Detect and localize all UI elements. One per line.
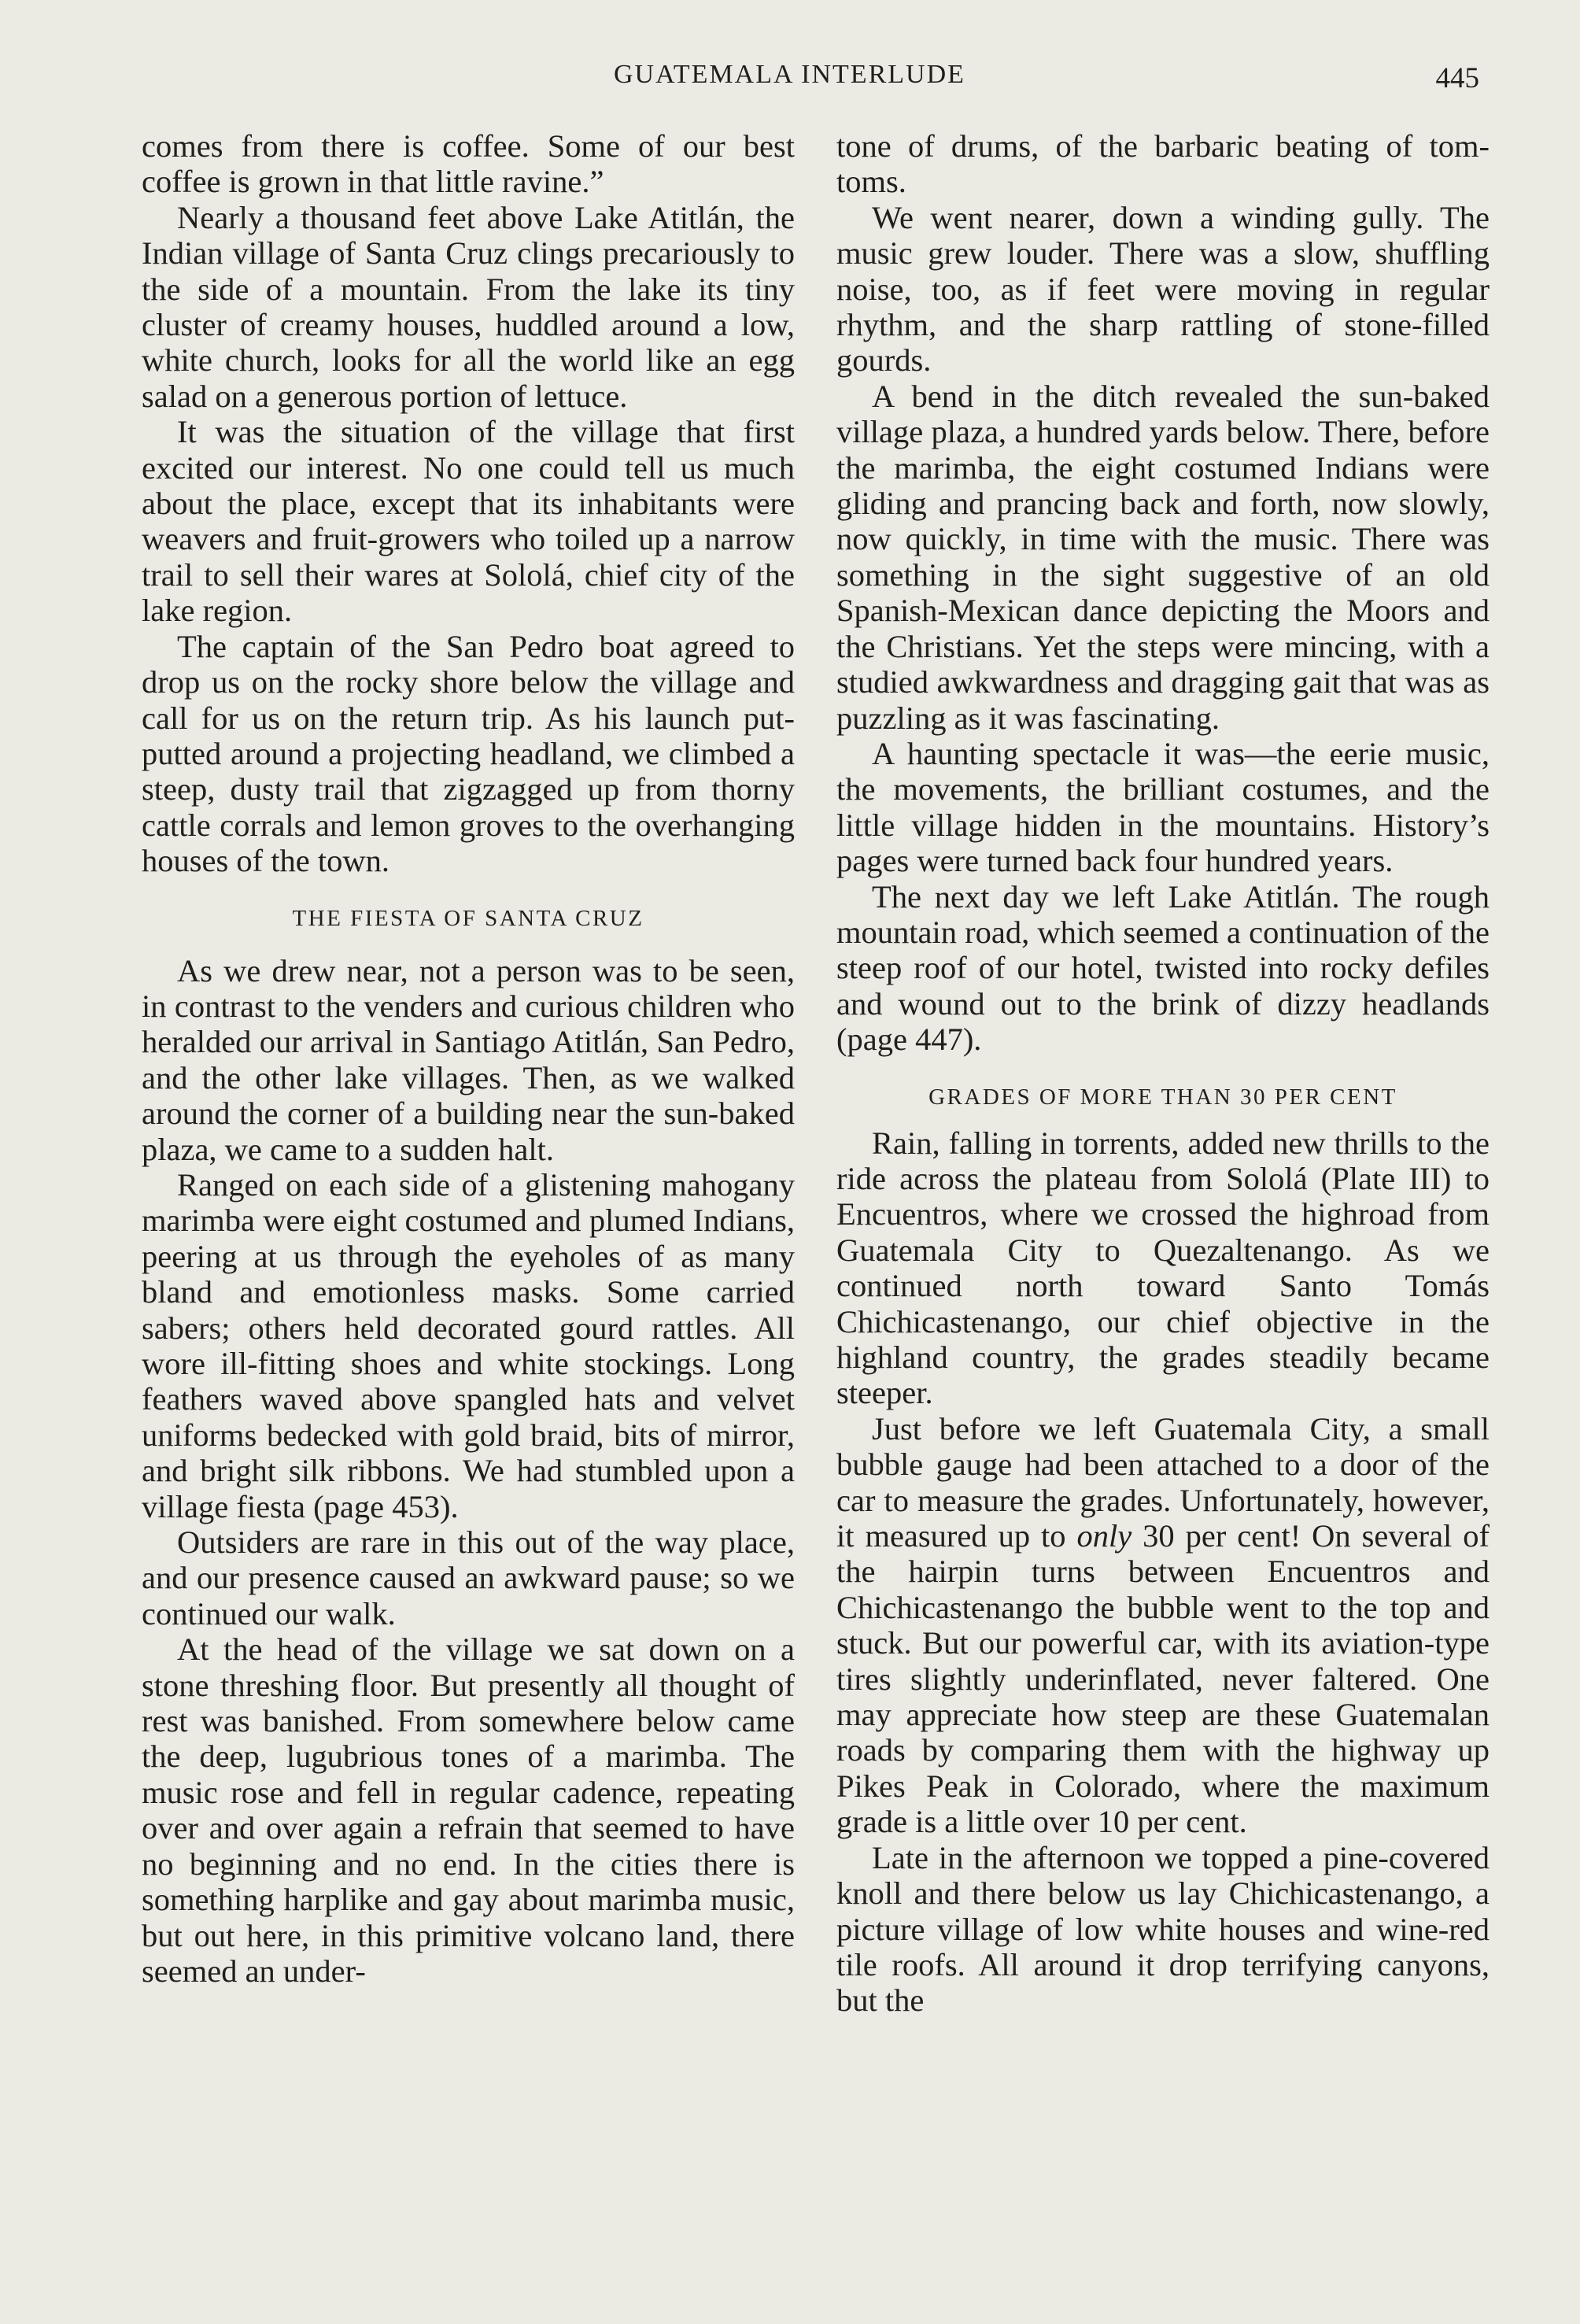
running-title: GUATEMALA INTERLUDE: [614, 60, 965, 89]
paragraph: At the head of the village we sat down on a stone threshing floor. But presently all thought of rest was banished. From somewhere below came the deep, lugubrious tones of a marimba. The music rose and fell in regular cadence, repeating over and over again a refrain that seemed to have no beginning and no end. In the cities there is something harplike and gay about marimba music, but out here, in this primitive volcano land, there seemed an under-: [142, 1631, 795, 1989]
paragraph: As we drew near, not a person was to be seen, in contrast to the venders and curious children who heralded our arrival in Santiago Atitlán, San Pedro, and the other lake villages. Then, as we walked around the corner of a building near the sun-baked plaza, we came to a sudden halt.: [142, 952, 795, 1167]
page-header: [142, 60, 1479, 98]
paragraph-text: Just before we left Guatemala City, a small bubble gauge had been attached to a door of the car to measure the grades. Unfortunately, however, it measured up to: [836, 1410, 1490, 1554]
left-column: [142, 128, 795, 1989]
paragraph-text: 30 per cent! On several of the hairpin turns between Encuentros and Chichicastenango the bubble went to the top and stuck. But our powerful car, with its aviation-type tires slightly underinflated, never faltered. One may appreciate how steep are these Guatemalan roads by comparing them with the highway up Pikes Peak in Colorado, where the maximum grade is a little over 10 per cent.: [836, 1518, 1490, 1840]
paragraph: A bend in the ditch revealed the sun-baked village plaza, a hundred yards below. There, before the marimba, the eight costumed Indians were gliding and prancing back and forth, now slowly, now quickly, in time with the music. There was something in the sight suggestive of an old Spanish-Mexican dance depicting the Moors and the Christians. Yet the steps were mincing, with a studied awkwardness and dragging gait that was as puzzling as it was fascinating.: [836, 378, 1490, 736]
page-number: 445: [1435, 62, 1479, 94]
paragraph: [836, 1411, 1490, 1840]
paragraph: Rain, falling in torrents, added new thrills to the ride across the plateau from Sololá (Plate III) to Encuentros, where we crossed the highroad from Guatemala City to Quezaltenango. As we continued north toward Santo Tomás Chichicastenango, our chief objective in the highland country, the grades steadily became steeper.: [836, 1125, 1490, 1411]
paragraph: tone of drums, of the barbaric beating of tom-toms.: [836, 128, 1490, 200]
paragraph: Ranged on each side of a glistening mahogany marimba were eight costumed and plumed Indians, peering at us through the eyeholes of as many bland and emotionless masks. Some carried sabers; others held decorated gourd rattles. All wore ill-fitting shoes and white stockings. Long feathers waved above spangled hats and velvet uniforms bedecked with gold braid, bits of mirror, and bright silk ribbons. We had stumbled upon a village fiesta (page 453).: [142, 1166, 795, 1524]
paragraph: We went nearer, down a winding gully. The music grew louder. There was a slow, shuffling noise, too, as if feet were moving in regular rhythm, and the sharp rattling of stone-filled gourds.: [836, 199, 1490, 379]
paragraph: A haunting spectacle it was—the eerie music, the movements, the brilliant costumes, and the little village hidden in the mountains. History’s pages were turned back four hundred years.: [836, 735, 1490, 879]
paragraph: comes from there is coffee. Some of our best coffee is grown in that little ravine.”: [142, 128, 795, 200]
paragraph: It was the situation of the village that first excited our interest. No one could tell us much about the place, except that its inhabitants were weavers and fruit-growers who toiled up a narrow trail to sell their wares at Sololá, chief city of the lake region.: [142, 414, 795, 629]
section-heading: THE FIESTA OF SANTA CRUZ: [292, 905, 644, 931]
right-column: [836, 128, 1490, 2019]
paragraph: Late in the afternoon we topped a pine-covered knoll and there below us lay Chichicastenango, a picture village of low white houses and wine-red tile roofs. All around it drop terrifying canyons, but the: [836, 1839, 1490, 2019]
paragraph: The next day we left Lake Atitlán. The rough mountain road, which seemed a continuation of the steep roof of our hotel, twisted into rocky defiles and wound out to the brink of dizzy headlands (page 447).: [836, 878, 1490, 1058]
paragraph: The captain of the San Pedro boat agreed to drop us on the rocky shore below the village and call for us on the return trip. As his launch put-putted around a projecting headland, we climbed a steep, dusty trail that zigzagged up from thorny cattle corrals and lemon groves to the overhanging houses of the town.: [142, 628, 795, 879]
paragraph: Nearly a thousand feet above Lake Atitlán, the Indian village of Santa Cruz clings precariously to the side of a mountain. From the lake its tiny cluster of creamy houses, huddled around a low, white church, looks for all the world like an egg salad on a generous portion of lettuce.: [142, 199, 795, 414]
section-heading: GRADES OF MORE THAN 30 PER CENT: [928, 1084, 1397, 1110]
paragraph: Outsiders are rare in this out of the way place, and our presence caused an awkward pause; so we continued our walk.: [142, 1524, 795, 1631]
emphasis-text: only: [1076, 1518, 1132, 1554]
